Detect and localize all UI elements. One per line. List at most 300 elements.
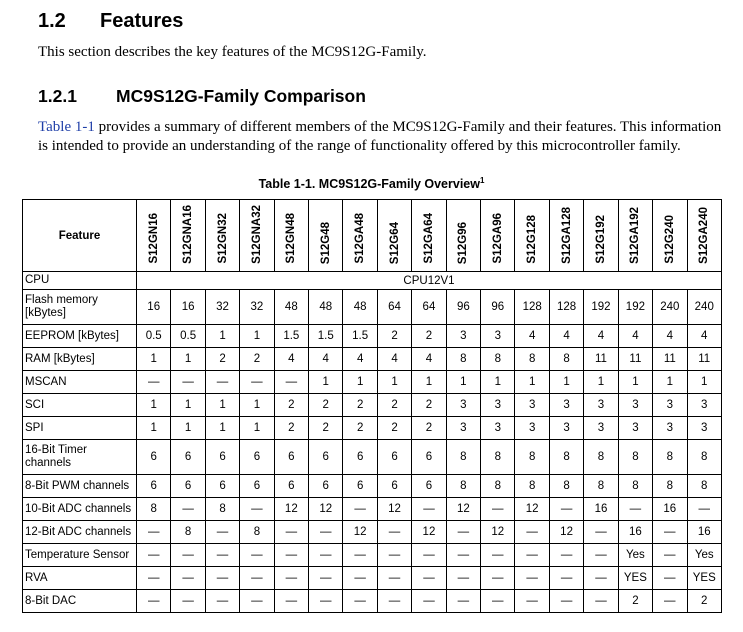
table-cell: 2 <box>618 590 652 613</box>
table-cell: 12 <box>377 498 411 521</box>
table-cell: 6 <box>309 475 343 498</box>
table-cell: 4 <box>515 325 549 348</box>
table-row <box>23 521 722 544</box>
table-cell: 1 <box>618 371 652 394</box>
table-cell: — <box>240 590 274 613</box>
table-cell: 3 <box>549 417 583 440</box>
row-label: CPU <box>23 272 137 290</box>
device-name: S12G96 <box>457 221 470 264</box>
table-cell: 8 <box>687 475 722 498</box>
table-cell: — <box>240 498 274 521</box>
table-cell: 1 <box>343 371 377 394</box>
device-column-header <box>343 200 377 272</box>
table-cell: 2 <box>377 417 411 440</box>
table-cell: — <box>137 590 171 613</box>
table-cell: 3 <box>687 417 722 440</box>
table-cell: 1 <box>171 348 205 371</box>
table-cell: 4 <box>653 325 687 348</box>
table-cell: 1 <box>549 371 583 394</box>
table-cell: 6 <box>240 475 274 498</box>
feature-column-header: Feature <box>23 200 137 272</box>
table-cell: 8 <box>481 475 515 498</box>
device-name: S12GA64 <box>422 213 435 264</box>
table-cell: 4 <box>618 325 652 348</box>
table-cell: 1 <box>137 348 171 371</box>
device-name: S12G240 <box>663 215 676 264</box>
table-cell: — <box>137 567 171 590</box>
table-cell: 4 <box>274 348 308 371</box>
table-cell: — <box>446 590 480 613</box>
table-cell: — <box>171 590 205 613</box>
table-cell: 8 <box>446 348 480 371</box>
table-cell: — <box>309 567 343 590</box>
table-cell: 128 <box>515 290 549 325</box>
table-cell: — <box>274 590 308 613</box>
table-cell: 8 <box>481 348 515 371</box>
table-cell: 1 <box>171 417 205 440</box>
table-cell: — <box>653 521 687 544</box>
table-cell: 11 <box>618 348 652 371</box>
row-label: 8-Bit DAC <box>23 590 137 613</box>
table-cell: 8 <box>446 440 480 475</box>
table-cell: 16 <box>584 498 618 521</box>
table-cell: — <box>515 521 549 544</box>
table-cell: — <box>274 521 308 544</box>
table-cell: — <box>377 544 411 567</box>
table-cell: — <box>171 544 205 567</box>
table-row-cpu <box>23 272 722 290</box>
table-cell: 8 <box>549 475 583 498</box>
table-cell: 6 <box>274 440 308 475</box>
table-cell: 3 <box>618 394 652 417</box>
table-cell: 12 <box>309 498 343 521</box>
table-cell: 16 <box>653 498 687 521</box>
table-caption <box>0 176 743 191</box>
table-cell: 1 <box>412 371 446 394</box>
table-cell: 8 <box>481 440 515 475</box>
table-cell: YES <box>618 567 652 590</box>
table-cell: 2 <box>240 348 274 371</box>
table-cell: 12 <box>515 498 549 521</box>
table-cell: 48 <box>309 290 343 325</box>
table-cell: 4 <box>549 325 583 348</box>
table-cell: 128 <box>549 290 583 325</box>
device-name: S12GN32 <box>216 213 229 264</box>
row-label: Flash memory [kBytes] <box>23 290 137 325</box>
table-cell: 240 <box>653 290 687 325</box>
device-column-header <box>549 200 583 272</box>
table-cell: 1 <box>137 394 171 417</box>
table-cell: 8 <box>515 475 549 498</box>
table-cell: — <box>240 544 274 567</box>
table-cell: 6 <box>343 440 377 475</box>
table-cell: 3 <box>481 394 515 417</box>
table-cell: 8 <box>137 498 171 521</box>
table-cell: 6 <box>205 440 239 475</box>
section-title: Features <box>100 10 184 32</box>
device-name: S12GA192 <box>629 207 642 264</box>
table-cell: 2 <box>377 394 411 417</box>
table-cell: 16 <box>171 290 205 325</box>
table-cell: 3 <box>446 394 480 417</box>
subsection-heading <box>38 86 366 107</box>
table-cell: — <box>274 371 308 394</box>
section-number: 1.2 <box>38 10 66 32</box>
table-cell: 4 <box>412 348 446 371</box>
table-cell: 3 <box>584 394 618 417</box>
table-row <box>23 590 722 613</box>
table-cell: — <box>618 498 652 521</box>
table-cell: — <box>137 371 171 394</box>
table-cell: 1 <box>309 371 343 394</box>
table-cell: 2 <box>412 325 446 348</box>
table-cell: 11 <box>687 348 722 371</box>
table-cell: 2 <box>377 325 411 348</box>
table-cell: — <box>446 521 480 544</box>
row-label: 10-Bit ADC channels <box>23 498 137 521</box>
table-cell: 3 <box>515 394 549 417</box>
device-column-header <box>653 200 687 272</box>
device-name: S12G192 <box>594 215 607 264</box>
table-cell: 240 <box>687 290 722 325</box>
table-cell: 6 <box>309 440 343 475</box>
device-name: S12GN48 <box>285 213 298 264</box>
table-cell: — <box>584 567 618 590</box>
table-cell: 8 <box>584 440 618 475</box>
table-row <box>23 417 722 440</box>
table-cell: 3 <box>481 417 515 440</box>
table-cell: 1 <box>481 371 515 394</box>
table-cell: — <box>240 371 274 394</box>
subsection-title: MC9S12G-Family Comparison <box>116 86 366 106</box>
table-cell: — <box>309 544 343 567</box>
intro-text: This section describes the key features of the MC9S12G-Family. <box>38 44 427 60</box>
table-row <box>23 371 722 394</box>
table-cell: 0.5 <box>137 325 171 348</box>
table-cell: 1 <box>240 325 274 348</box>
table-cell: — <box>481 498 515 521</box>
paragraph-text: provides a summary of different members of the MC9S12G-Family and their features. This information is intended to provide an understanding of the range of functionality offered by this microcontroller family. <box>38 119 722 154</box>
device-column-header <box>618 200 652 272</box>
row-label: SCI <box>23 394 137 417</box>
table-cell: 6 <box>240 440 274 475</box>
device-name: S12G128 <box>526 215 539 264</box>
table-cell: 6 <box>137 475 171 498</box>
table-cell: — <box>171 371 205 394</box>
table-cell: — <box>549 544 583 567</box>
table-cell: — <box>549 567 583 590</box>
table-cell: 4 <box>343 348 377 371</box>
table-cell: 2 <box>274 417 308 440</box>
table-cell: 6 <box>137 440 171 475</box>
table-row <box>23 348 722 371</box>
row-label: 12-Bit ADC channels <box>23 521 137 544</box>
table-cell: 8 <box>618 475 652 498</box>
table-cell: 1 <box>515 371 549 394</box>
table-cell: — <box>377 590 411 613</box>
table-cell: 12 <box>481 521 515 544</box>
device-column-header <box>481 200 515 272</box>
table-cell: YES <box>687 567 722 590</box>
row-label: EEPROM [kBytes] <box>23 325 137 348</box>
table-cell: 6 <box>171 475 205 498</box>
table-cell: — <box>446 567 480 590</box>
table-cell: 8 <box>618 440 652 475</box>
device-column-header <box>240 200 274 272</box>
table-cell: 6 <box>377 440 411 475</box>
table-cell: 96 <box>446 290 480 325</box>
table-cell: 1 <box>205 417 239 440</box>
table-cell: — <box>653 544 687 567</box>
table-cell: 2 <box>343 417 377 440</box>
table-cell: 3 <box>549 394 583 417</box>
device-name: S12GNA32 <box>250 205 263 264</box>
device-column-header <box>687 200 722 272</box>
device-column-header <box>137 200 171 272</box>
table-cell: — <box>171 498 205 521</box>
table-cell: — <box>412 544 446 567</box>
table-cell: 4 <box>584 325 618 348</box>
table-cell: 8 <box>584 475 618 498</box>
table-cell: — <box>412 590 446 613</box>
row-label: RVA <box>23 567 137 590</box>
table-row <box>23 325 722 348</box>
table-cell: 16 <box>618 521 652 544</box>
table-cell: 2 <box>343 394 377 417</box>
device-name: S12GN16 <box>147 213 160 264</box>
table-cell: 1 <box>171 394 205 417</box>
table-cell: — <box>274 567 308 590</box>
device-name: S12G48 <box>319 221 332 264</box>
table-cell: — <box>481 567 515 590</box>
family-overview-table <box>22 199 722 613</box>
device-name: S12G64 <box>388 221 401 264</box>
row-label: 16-Bit Timer channels <box>23 440 137 475</box>
row-label: Temperature Sensor <box>23 544 137 567</box>
table-cell: — <box>205 521 239 544</box>
table-cell: — <box>653 567 687 590</box>
table-cell: — <box>377 521 411 544</box>
row-label: SPI <box>23 417 137 440</box>
table-cell: 3 <box>653 394 687 417</box>
table-cell: — <box>343 590 377 613</box>
table-cell: 8 <box>549 348 583 371</box>
table-cell: 8 <box>205 498 239 521</box>
table-cell: 12 <box>549 521 583 544</box>
table-cell: — <box>549 498 583 521</box>
table-cell: 8 <box>240 521 274 544</box>
table-cell: 12 <box>412 521 446 544</box>
table-cell: 2 <box>412 417 446 440</box>
table-cell: 0.5 <box>171 325 205 348</box>
device-column-header <box>377 200 411 272</box>
table-row <box>23 567 722 590</box>
table-cell: — <box>171 567 205 590</box>
table-cell: — <box>343 544 377 567</box>
table-cell: 1 <box>653 371 687 394</box>
table-cell: 8 <box>515 440 549 475</box>
table-cell: — <box>205 567 239 590</box>
footnote-mark[interactable]: 1 <box>479 176 485 185</box>
table-row <box>23 440 722 475</box>
table-cell: — <box>137 544 171 567</box>
table-cell: 12 <box>274 498 308 521</box>
table-cell: — <box>584 544 618 567</box>
device-column-header <box>446 200 480 272</box>
table-cell: 8 <box>549 440 583 475</box>
table-cell: — <box>343 567 377 590</box>
table-cell: — <box>687 498 722 521</box>
table-cell: 11 <box>653 348 687 371</box>
table-cell: — <box>584 521 618 544</box>
device-name: S12GA128 <box>560 207 573 264</box>
table-cell: 3 <box>481 325 515 348</box>
table-cell: 48 <box>343 290 377 325</box>
device-column-header <box>412 200 446 272</box>
table-cell: 3 <box>446 325 480 348</box>
table-cell: 3 <box>687 394 722 417</box>
table-cell: — <box>481 590 515 613</box>
table-cell: 64 <box>377 290 411 325</box>
table-reference-link[interactable]: Table 1-1 <box>38 119 95 135</box>
table-cell: 192 <box>584 290 618 325</box>
table-cell: 8 <box>687 440 722 475</box>
section-heading <box>38 10 183 33</box>
table-cell: 1 <box>446 371 480 394</box>
table-cell: Yes <box>687 544 722 567</box>
table-cell: 32 <box>240 290 274 325</box>
table-cell: — <box>240 567 274 590</box>
subsection-number: 1.2.1 <box>38 86 77 106</box>
device-column-header <box>309 200 343 272</box>
row-label: MSCAN <box>23 371 137 394</box>
table-cell: — <box>309 521 343 544</box>
table-cell: 1 <box>205 325 239 348</box>
table-cell: 2 <box>687 590 722 613</box>
table-cell: — <box>343 498 377 521</box>
table-cell: 4 <box>309 348 343 371</box>
table-cell: 1.5 <box>274 325 308 348</box>
table-cell: — <box>515 567 549 590</box>
table-cell: — <box>309 590 343 613</box>
table-row <box>23 544 722 567</box>
table-cell: 12 <box>343 521 377 544</box>
table-cell: 6 <box>377 475 411 498</box>
device-column-header <box>171 200 205 272</box>
device-name: S12GNA16 <box>182 205 195 264</box>
table-cell: 1 <box>584 371 618 394</box>
table-cell: — <box>205 544 239 567</box>
table-cell: — <box>137 521 171 544</box>
table-cell: — <box>446 544 480 567</box>
table-cell: 3 <box>618 417 652 440</box>
table-cell: — <box>584 590 618 613</box>
table-cell: 6 <box>412 440 446 475</box>
table-row <box>23 475 722 498</box>
device-name: S12GA240 <box>698 207 711 264</box>
table-cell: 8 <box>171 521 205 544</box>
table-cell: 32 <box>205 290 239 325</box>
table-cell: 3 <box>515 417 549 440</box>
table-cell: 3 <box>446 417 480 440</box>
device-column-header <box>205 200 239 272</box>
table-cell: 12 <box>446 498 480 521</box>
device-column-header <box>274 200 308 272</box>
table-cell: 16 <box>137 290 171 325</box>
table-cell: 6 <box>171 440 205 475</box>
table-cell: 3 <box>653 417 687 440</box>
table-cell: 1 <box>240 394 274 417</box>
table-cell: 96 <box>481 290 515 325</box>
device-column-header <box>515 200 549 272</box>
table-cell: 6 <box>343 475 377 498</box>
table-cell: 16 <box>687 521 722 544</box>
table-cell: 1 <box>687 371 722 394</box>
table-cell: 2 <box>205 348 239 371</box>
caption-text: Table 1-1. MC9S12G-Family Overview <box>258 177 480 192</box>
table-cell: — <box>653 590 687 613</box>
table-cell: 1 <box>137 417 171 440</box>
table-cell: 2 <box>274 394 308 417</box>
table-cell: 6 <box>274 475 308 498</box>
table-cell: 1 <box>205 394 239 417</box>
table-cell: 2 <box>309 417 343 440</box>
table-cell: 1 <box>240 417 274 440</box>
table-cell: 2 <box>412 394 446 417</box>
table-cell: 8 <box>653 475 687 498</box>
table-cell: 48 <box>274 290 308 325</box>
table-cell: 1.5 <box>343 325 377 348</box>
table-cell: 8 <box>446 475 480 498</box>
table-cell: 4 <box>377 348 411 371</box>
device-name: S12GA96 <box>491 213 504 264</box>
table-cell: — <box>515 590 549 613</box>
table-cell: 4 <box>687 325 722 348</box>
table-cell: — <box>549 590 583 613</box>
description-paragraph <box>38 118 728 155</box>
table-cell: — <box>412 567 446 590</box>
row-label: RAM [kBytes] <box>23 348 137 371</box>
table-cell: 3 <box>584 417 618 440</box>
device-column-header <box>584 200 618 272</box>
cpu-value-cell: CPU12V1 <box>137 272 722 290</box>
device-name: S12GA48 <box>354 213 367 264</box>
table-cell: 64 <box>412 290 446 325</box>
row-label: 8-Bit PWM channels <box>23 475 137 498</box>
table-cell: — <box>274 544 308 567</box>
table-row <box>23 290 722 325</box>
table-cell: 1.5 <box>309 325 343 348</box>
table-cell: 11 <box>584 348 618 371</box>
table-cell: 2 <box>309 394 343 417</box>
table-row <box>23 394 722 417</box>
table-header-row <box>23 200 722 272</box>
table-cell: 8 <box>515 348 549 371</box>
table-cell: — <box>412 498 446 521</box>
table-cell: 8 <box>653 440 687 475</box>
table-cell: 192 <box>618 290 652 325</box>
table-cell: 6 <box>205 475 239 498</box>
table-cell: — <box>377 567 411 590</box>
table-row <box>23 498 722 521</box>
table-cell: — <box>481 544 515 567</box>
table-cell: — <box>205 590 239 613</box>
table-cell: Yes <box>618 544 652 567</box>
table-cell: 6 <box>412 475 446 498</box>
table-cell: 1 <box>377 371 411 394</box>
table-cell: — <box>515 544 549 567</box>
table-cell: — <box>205 371 239 394</box>
